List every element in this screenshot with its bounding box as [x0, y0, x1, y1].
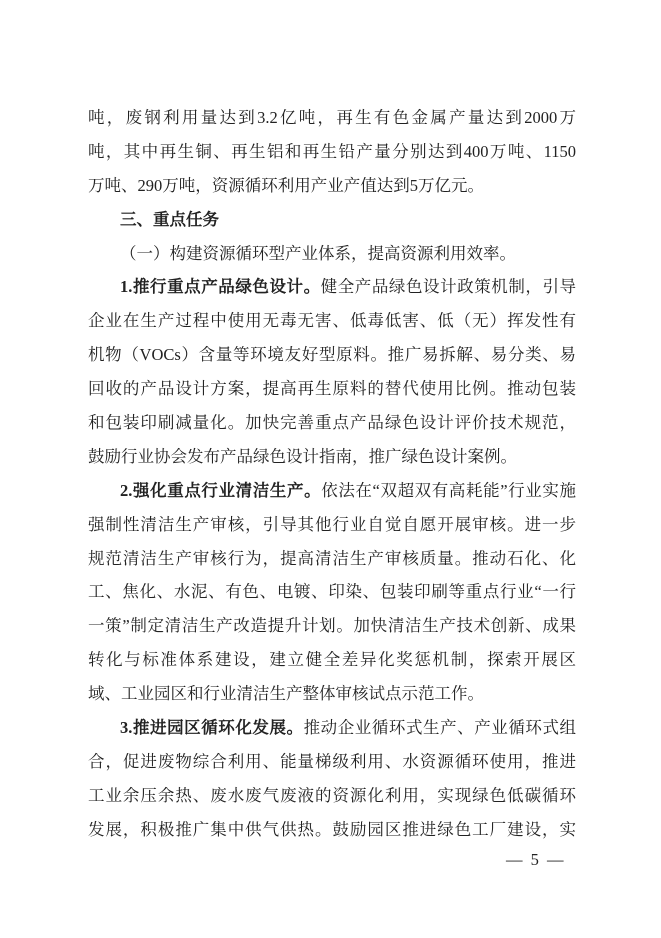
line-text: 三、重点任务 — [120, 209, 219, 229]
line-text: 合，促进废物综合利用、能量梯级利用、水资源循环使用，推进 — [88, 751, 576, 771]
text-line — [88, 813, 576, 847]
line-text: 吨，废钢利用量达到3.2亿吨，再生有色金属产量达到2000万 — [88, 108, 576, 127]
text-line — [88, 575, 576, 609]
line-text: 依法在“双超双有高耗能”行业实施 — [321, 480, 576, 500]
text-line — [88, 101, 576, 135]
text-line — [88, 779, 576, 813]
line-text: 域、工业园区和行业清洁生产整体审核试点示范工作。 — [88, 684, 484, 704]
text-line — [88, 372, 576, 406]
item-lead: 2.强化重点行业清洁生产。 — [120, 480, 322, 500]
line-text: 和包装印刷减量化。加快完善重点产品绿色设计评价技术规范， — [88, 413, 576, 433]
item-lead: 1.推行重点产品绿色设计。 — [120, 277, 321, 297]
line-text: （一）构建资源循环型产业体系，提高资源利用效率。 — [120, 243, 516, 263]
text-line — [88, 643, 576, 677]
text-line — [88, 745, 576, 779]
text-line — [88, 609, 576, 643]
section-heading — [88, 203, 576, 237]
subsection-heading — [88, 237, 576, 271]
text-line — [88, 169, 576, 203]
line-text: 工、焦化、水泥、有色、电镀、印染、包装印刷等重点行业“一行 — [88, 582, 576, 602]
document-body — [88, 101, 576, 847]
line-text: 工业余压余热、废水废气废液的资源化利用，实现绿色低碳循环 — [88, 785, 576, 805]
text-line — [88, 711, 576, 745]
line-text: 推动企业循环式生产、产业循环式组 — [303, 718, 576, 738]
line-text: 一策”制定清洁生产改造提升计划。加快清洁生产技术创新、成果 — [88, 616, 576, 636]
line-text: 鼓励行业协会发布产品绿色设计指南，推广绿色设计案例。 — [88, 446, 517, 466]
line-text: 转化与标准体系建设，建立健全差异化奖惩机制，探索开展区 — [88, 650, 576, 670]
line-text: 万吨、290万吨，资源循环利用产业产值达到5万亿元。 — [88, 175, 484, 195]
text-line — [88, 338, 576, 372]
line-text: 吨，其中再生铜、再生铝和再生铅产量分别达到400万吨、1150 — [88, 141, 576, 161]
text-line — [88, 406, 576, 440]
text-line — [88, 508, 576, 542]
text-line — [88, 677, 576, 711]
text-line — [88, 474, 576, 508]
text-line — [88, 135, 576, 169]
text-line — [88, 270, 576, 304]
line-text: 健全产品绿色设计政策机制，引导 — [320, 277, 576, 297]
line-text: 发展，积极推广集中供气供热。鼓励园区推进绿色工厂建设，实 — [88, 819, 576, 839]
text-line — [88, 440, 576, 474]
text-line — [88, 304, 576, 338]
text-line — [88, 542, 576, 576]
line-text: 回收的产品设计方案，提高再生原料的替代使用比例。推动包装 — [88, 379, 576, 399]
line-text: 强制性清洁生产审核，引导其他行业自觉自愿开展审核。进一步 — [88, 514, 576, 534]
line-text: 规范清洁生产审核行为，提高清洁生产审核质量。推动石化、化 — [88, 548, 576, 568]
line-text: 企业在生产过程中使用无毒无害、低毒低害、低（无）挥发性有 — [88, 311, 576, 331]
page-number: — 5 — — [506, 850, 566, 869]
line-text: 机物（VOCs）含量等环境友好型原料。推广易拆解、易分类、易 — [88, 345, 576, 365]
item-lead: 3.推进园区循环化发展。 — [120, 718, 304, 738]
